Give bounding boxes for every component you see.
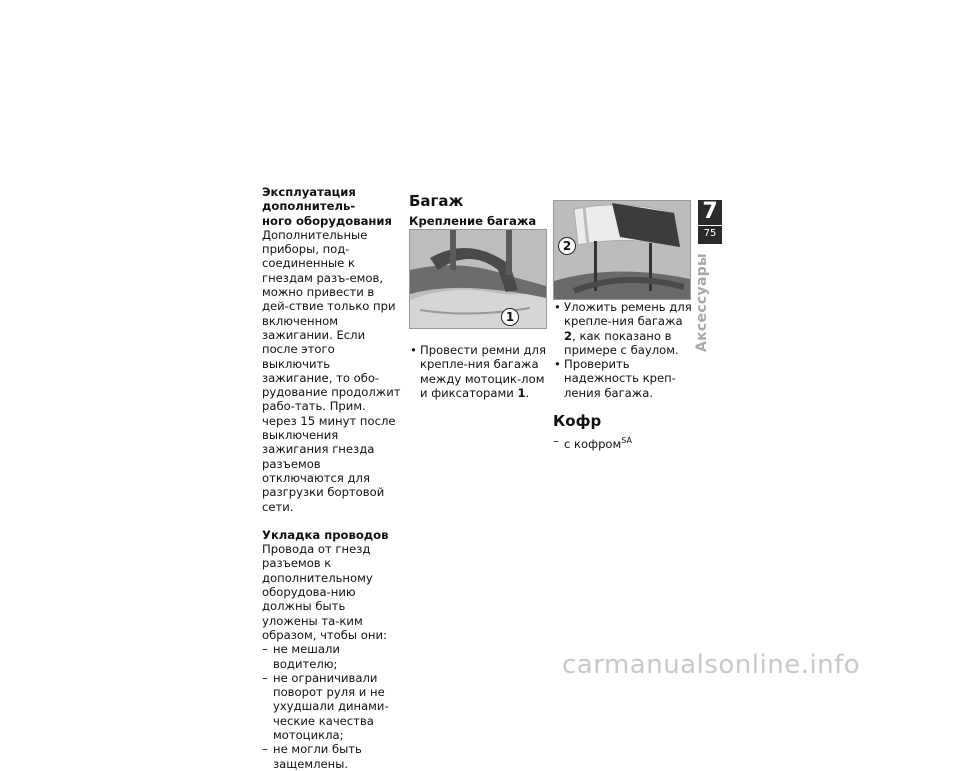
column-right (553, 300, 693, 451)
callout-1: 1 (501, 308, 519, 326)
watermark: carmanualsonline.info (562, 650, 861, 680)
section-title-luggage: Багаж (409, 192, 464, 210)
list-item: – не ограничивали поворот руля и не ухудшали динами-ческие качества мотоцикла; (262, 671, 402, 742)
instruction-strap-placement: • Уложить ремень для крепле-ния багажа 2, как показано в примере с баулом. (553, 300, 693, 357)
heading-cable-routing: Укладка проводов (262, 527, 389, 542)
section-title-case: Кофр (553, 412, 602, 431)
paragraph-cable-routing: Провода от гнезд разъемов к дополнительному оборудова-нию должны быть уложены та-ким образом, чтобы они: (262, 542, 387, 642)
paragraph-accessory-operation: Дополнительные приборы, под-соединенные к гнездам разъ-емов, можно привести в дей-ствие только при включенном зажигании. Если после этого выключить зажигание, то обо-рудование продолжит рабо-тать. Прим. через 15 минут после выключения зажигания гнезда разъемов отключаются для разгрузки бортовой сети. (262, 227, 401, 514)
heading-accessory-operation: Эксплуатация дополнитель- ного оборудования (262, 185, 392, 228)
photo-luggage-hooks (409, 229, 547, 329)
subsection-luggage-fastening: Крепление багажа (409, 214, 537, 228)
column-middle (409, 192, 549, 228)
callout-2: 2 (558, 237, 576, 255)
photo-luggage-bag (553, 200, 691, 300)
list-item: – не мешали водителю; (262, 642, 402, 671)
list-item: – не могли быть защемлены. (262, 742, 402, 771)
instruction-check-fastening: • Проверить надежность креп-ления багажа. (553, 357, 693, 400)
chapter-divider (698, 225, 722, 226)
list-item: – с кофром$^{SA}$ (553, 434, 693, 451)
column-middle-text (409, 343, 549, 400)
column-left (262, 185, 402, 771)
instruction-luggage-straps: • Провести ремни для крепле-ния багажа между мотоцик-лом и фиксаторами 1. (409, 343, 549, 400)
chapter-number: 7 (702, 199, 718, 224)
page-number: 75 (703, 228, 717, 239)
motorcycle-handle-illustration (410, 230, 546, 328)
